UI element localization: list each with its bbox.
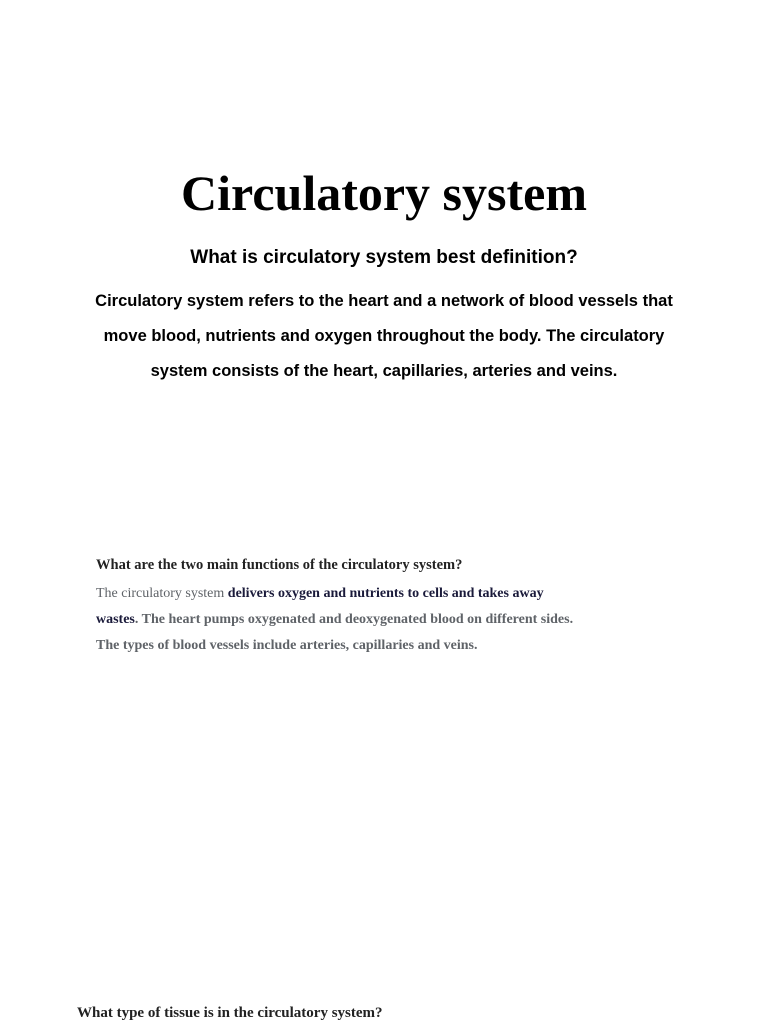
functions-answer-rest: . The heart pumps oxygenated and deoxygenated blood on different sides. The types of blood vessels include arteries, capillaries and veins. [96, 612, 574, 653]
definition-answer: Circulatory system refers to the heart and a network of blood vessels that move blood, nutrients and oxygen throughout the body. The circulatory system consists of the heart, capillaries, arteries and veins. [95, 292, 673, 380]
functions-section [96, 555, 576, 659]
tissue-question: What type of tissue is in the circulatory system? [77, 1005, 383, 1021]
page-title: Circulatory system [181, 165, 587, 221]
functions-answer [96, 581, 576, 659]
functions-answer-intro: The circulatory system [96, 586, 228, 601]
definition-question: What is circulatory system best definition? [190, 247, 578, 268]
functions-question: What are the two main functions of the circulatory system? [96, 557, 463, 573]
functions-answer-highlight: delivers oxygen and nutrients to cells and takes away wastes [96, 586, 544, 627]
